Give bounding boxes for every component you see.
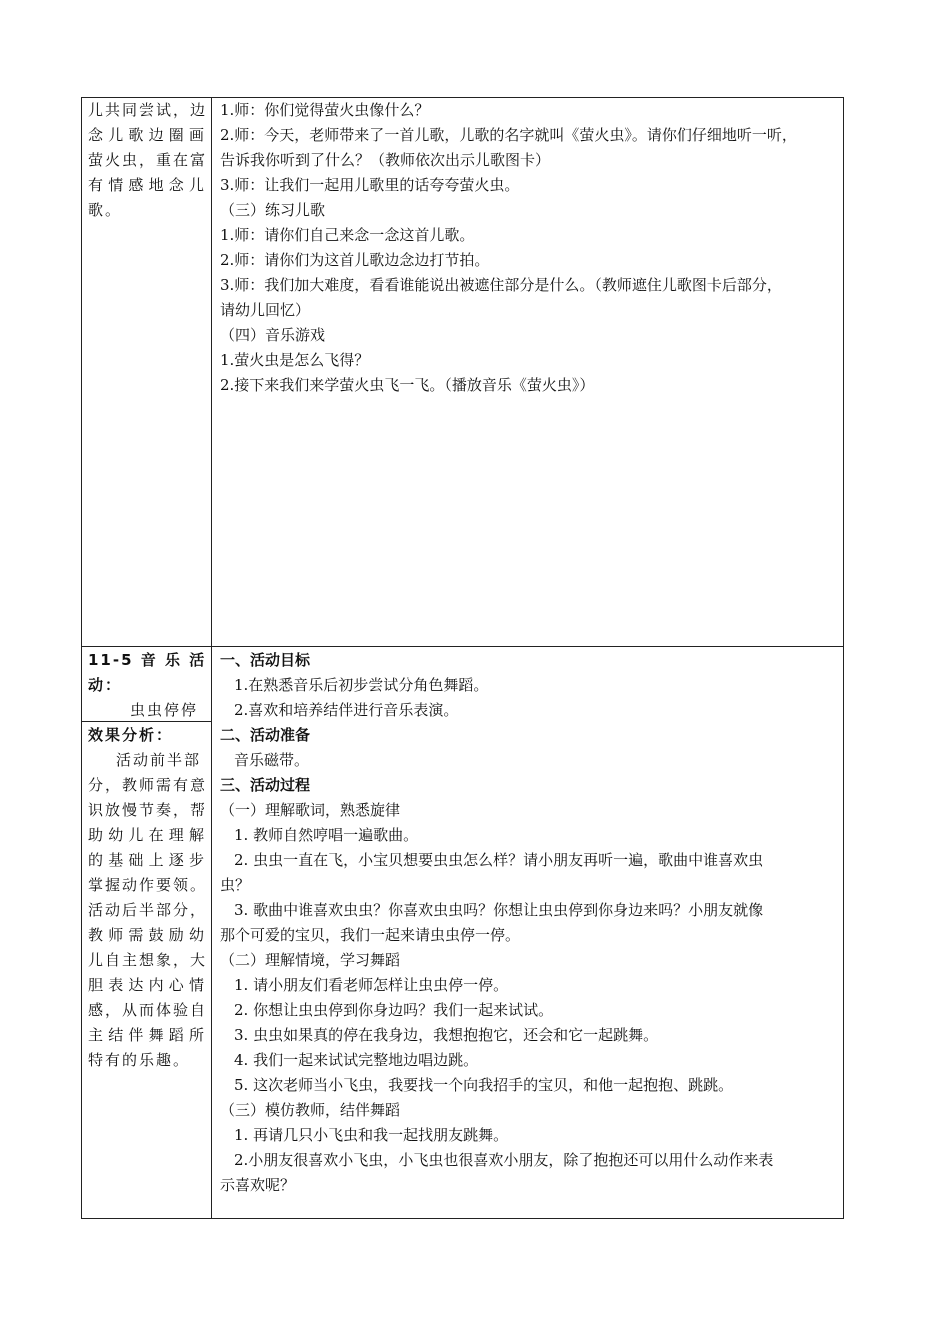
- goal-heading: 一、活动目标: [220, 651, 311, 669]
- goal-item: 2.喜欢和培养结伴进行音乐表演。: [234, 701, 459, 719]
- column-divider: [211, 98, 212, 1218]
- row-divider: [82, 646, 843, 647]
- activity-title-cell: [88, 648, 206, 723]
- upper-right-line: 1.师：请你们自己来念一念这首儿歌。: [220, 226, 475, 244]
- prep-heading: 二、活动准备: [220, 726, 311, 744]
- upper-right-line: 2.接下来我们来学萤火虫飞一飞。（播放音乐《萤火虫》）: [220, 376, 595, 394]
- process-item: 3. 虫虫如果真的停在我身边，我想抱抱它，还会和它一起跳舞。: [234, 1026, 659, 1044]
- analysis-line: 特有的乐趣。: [88, 1051, 191, 1069]
- upper-left-line: 歌。: [88, 201, 123, 219]
- part1-heading: （一）理解歌词，熟悉旋律: [220, 801, 401, 819]
- process-item: 4. 我们一起来试试完整地边唱边跳。: [234, 1051, 479, 1069]
- upper-right-line: 1.萤火虫是怎么飞得？: [220, 351, 370, 369]
- analysis-heading: 效果分析：: [88, 726, 174, 744]
- process-item-cont: 虫？: [220, 876, 251, 894]
- upper-right-line: 2.师：请你们为这首儿歌边念边打节拍。: [220, 251, 490, 269]
- process-item: 5. 这次老师当小飞虫，我要找一个向我招手的宝贝，和他一起抱抱、跳跳。: [234, 1076, 734, 1094]
- analysis-cell: [88, 723, 206, 1073]
- analysis-line: 主结伴舞蹈所: [88, 1026, 206, 1044]
- process-item: 2. 虫虫一直在飞，小宝贝想要虫虫怎么样？请小朋友再听一遍，歌曲中谁喜欢虫: [234, 851, 764, 869]
- analysis-line: 活动后半部分，: [88, 901, 208, 919]
- upper-right-cell: [220, 98, 838, 398]
- activity-title-line: 11-5 音 乐 活: [88, 651, 207, 669]
- process-item: 1. 请小朋友们看老师怎样让虫虫停一停。: [234, 976, 509, 994]
- upper-right-line: （四）音乐游戏: [220, 326, 326, 344]
- prep-item: 音乐磁带。: [234, 751, 310, 769]
- analysis-line: 分，教师需有意: [88, 776, 208, 794]
- process-item: 3. 歌曲中谁喜欢虫虫？你喜欢虫虫吗？你想让虫虫停到你身边来吗？小朋友就像: [234, 901, 764, 919]
- upper-right-line: 3.师：我们加大难度，看看谁能说出被遮住部分是什么。（教师遮住儿歌图卡后部分，: [220, 276, 782, 294]
- part3-heading: （三）模仿教师，结伴舞蹈: [220, 1101, 401, 1119]
- analysis-line: 感，从而体验自: [88, 1001, 208, 1019]
- process-item: 2.小朋友很喜欢小飞虫，小飞虫也很喜欢小朋友，除了抱抱还可以用什么动作来表: [234, 1151, 774, 1169]
- analysis-line: 活动前半部: [116, 751, 202, 769]
- upper-right-line: 2.师：今天，老师带来了一首儿歌，儿歌的名字就叫《萤火虫》。请你们仔细地听一听，: [220, 126, 797, 144]
- process-item: 2. 你想让虫虫停到你身边吗？我们一起来试试。: [234, 1001, 554, 1019]
- analysis-line: 教师需鼓励幼: [88, 926, 206, 944]
- analysis-line: 儿自主想象，大: [88, 951, 208, 969]
- process-item-cont: 那个可爱的宝贝，我们一起来请虫虫停一停。: [220, 926, 521, 944]
- process-item: 1. 再请几只小飞虫和我一起找朋友跳舞。: [234, 1126, 509, 1144]
- upper-left-line: 萤火虫，重在富: [88, 151, 208, 169]
- upper-left-line: 儿共同尝试，边: [88, 101, 208, 119]
- process-heading: 三、活动过程: [220, 776, 311, 794]
- upper-left-line: 念儿歌边圈画: [88, 126, 206, 144]
- activity-plan-cell: [220, 648, 838, 1198]
- lesson-plan-table: [81, 97, 844, 1219]
- analysis-line: 识放慢节奏，帮: [88, 801, 208, 819]
- goal-item: 1.在熟悉音乐后初步尝试分角色舞蹈。: [234, 676, 489, 694]
- process-item: 1. 教师自然哼唱一遍歌曲。: [234, 826, 419, 844]
- analysis-line: 的基础上逐步: [88, 851, 206, 869]
- process-item-cont: 示喜欢呢？: [220, 1176, 296, 1194]
- upper-right-line: 告诉我你听到了什么？（教师依次出示儿歌图卡）: [220, 151, 551, 169]
- upper-left-cell: [88, 98, 206, 223]
- upper-right-line: 3.师：让我们一起用儿歌里的话夸夸萤火虫。: [220, 176, 520, 194]
- activity-title-name: 虫虫停停: [129, 701, 198, 719]
- upper-right-line: （三）练习儿歌: [220, 201, 326, 219]
- upper-left-line: 有情感地念儿: [88, 176, 206, 194]
- analysis-line: 助幼儿在理解: [88, 826, 206, 844]
- upper-right-line: 请幼儿回忆）: [220, 301, 311, 319]
- analysis-line: 胆表达内心情: [88, 976, 206, 994]
- part2-heading: （二）理解情境，学习舞蹈: [220, 951, 401, 969]
- activity-title-line: 动：: [88, 676, 123, 694]
- analysis-line: 掌握动作要领。: [88, 876, 208, 894]
- upper-right-line: 1.师：你们觉得萤火虫像什么？: [220, 101, 430, 119]
